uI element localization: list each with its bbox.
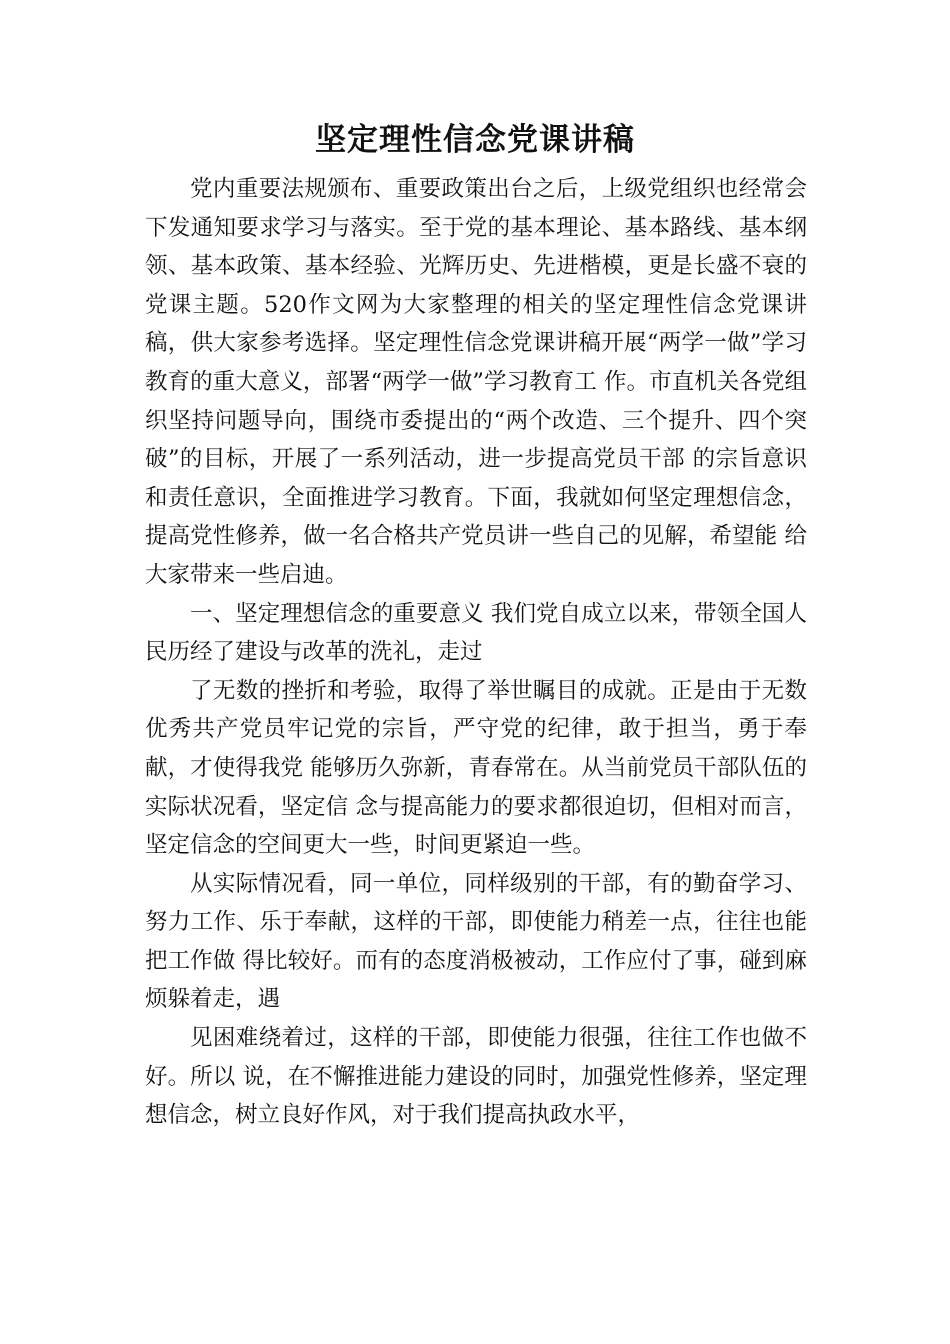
paragraph-section-one-continued: 了无数的挫折和考验，取得了举世瞩目的成就。正是由于无数优秀共产党员牢记党的宗旨，严守党的纪律，敢于担当，勇于奉献，才使得我党 能够历久弥新，青春常在。从当前党员干部队伍的实际状况看，坚定信 念与提高能力的要求都很迫切，但相对而言，坚定信念的空间更大一些，时间更紧迫一些。	[145, 677, 807, 859]
paragraph-intro: 党内重要法规颁布、重要政策出台之后，上级党组织也经常会下发通知要求学习与落实。至于党的基本理论、基本路线、基本纲领、基本政策、基本经验、光辉历史、先进楷模，更是长盛不衰的党课主题。520作文网为大家整理的相关的坚定理性信念党课讲稿，供大家参考选择。坚定理性信念党课讲稿开展“两学一做”学习教育的重大意义，部署“两学一做”学习教育工 作。市直机关各党组织坚持问题导向，围绕市委提出的“两个改造、三个提升、四个突破”的目标，开展了一系列活动，进一步提高党员干部 的宗旨意识和责任意识，全面推进学习教育。下面，我就如何坚定理想信念，提高党性修养，做一名合格共产党员讲一些自己的见解，希望能 给大家带来一些启迪。	[145, 176, 807, 588]
paragraph-conclusion-partial: 见困难绕着过，这样的干部，即使能力很强，往往工作也做不好。所以 说，在不懈推进能力建设的同时，加强党性修养，坚定理想信念，树立良好作风，对于我们提高执政水平，	[145, 1025, 807, 1129]
paragraph-practical-situation: 从实际情况看，同一单位，同样级别的干部，有的勤奋学习、努力工作、乐于奉献，这样的干部，即使能力稍差一点，往往也能把工作做 得比较好。而有的态度消极被动，工作应付了事，碰到麻烦躲着走，遇	[145, 870, 807, 1013]
paragraph-section-one-heading: 一、坚定理想信念的重要意义 我们党自成立以来，带领全国人民历经了建设与改革的洗礼，走过	[145, 600, 807, 666]
document-body	[145, 170, 807, 1135]
document-title: 坚定理性信念党课讲稿	[315, 122, 635, 158]
